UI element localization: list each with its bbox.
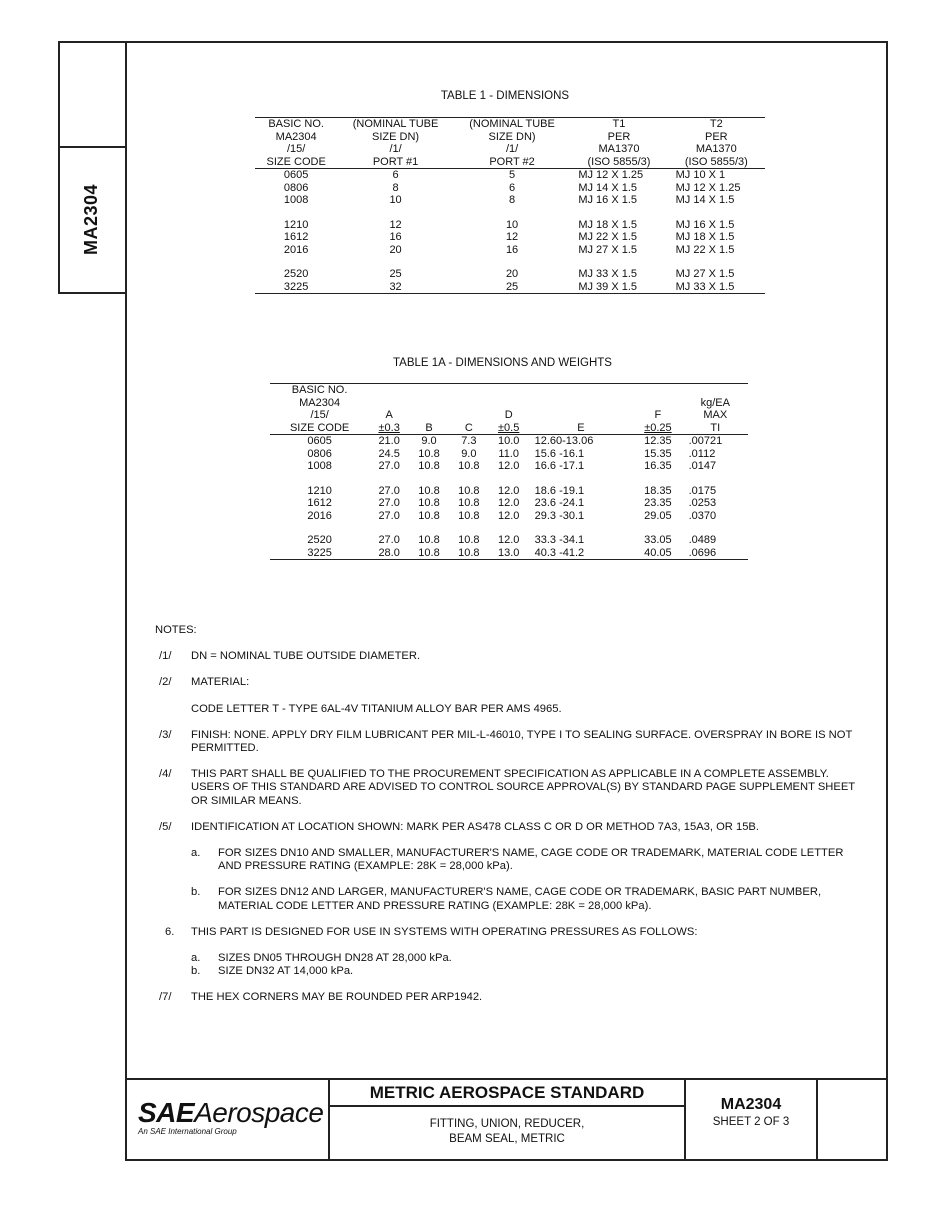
table-row: 1008 27.0 10.8 10.8 12.0 16.6 -17.1 16.35 .0147 [307,460,717,472]
note-2-detail: CODE LETTER T - TYPE 6AL-4V TITANIUM ALLOY BAR PER AMS 4965. [191,702,562,715]
note-5a: a. FOR SIZES DN10 AND SMALLER, MANUFACTURER'S NAME, CAGE CODE OR TRADEMARK, MATERIAL CODE LETTER AND PRESSURE RATING (EXAMPLE: 28K = 28,000 kPa). [191,847,844,873]
note-6b: b. SIZE DN32 AT 14,000 kPa. [191,965,354,978]
table-row: 1612 27.0 10.8 10.8 12.0 23.6 -24.1 23.35 .0253 [307,497,717,509]
standard-title: METRIC AEROSPACE STANDARD [369,1083,645,1102]
note-6a: a. SIZES DN05 THROUGH DN28 AT 28,000 kPa. [191,952,452,965]
notes-section [155,624,855,1005]
table1-title: TABLE 1 - DIMENSIONS [440,90,570,102]
frame-bottom [125,1159,888,1161]
table-row: 0605 21.0 9.0 7.3 10.0 12.60-13.06 12.35 .00721 [307,435,723,447]
side-doc-label-text: MA2304 [81,183,102,255]
table1a-title: TABLE 1A - DIMENSIONS AND WEIGHTS [393,357,612,369]
table-row: 2520 25 20 MJ 33 X 1.5 MJ 27 X 1.5 [283,268,735,280]
note-4: /4/ THIS PART SHALL BE QUALIFIED TO THE PROCUREMENT SPECIFICATION AS APPLICABLE IN A COMPLETE ASSEMBLY. USERS OF THIS STANDARD ARE ADVISED TO CONTROL SOURCE APPROVAL(S) BY STANDARD PAGE SUPPLEMENT SHEET OR SIMILAR MEANS. [159,768,855,807]
table1a: BASIC NO. MA2304 kg/EA /15/ A D F MAX SIZE CODE ±0.3 B C ±0.5 E ±0.25 TI 0605 21.0 9.0 7.3 10.0 12.60-13.06 12.35 .00721 0806 24.5 10.8 9.0 11.0 15.6 -16.1 15.35 .0112 1008 27.0 10.8 10.8 12.0 16.6 -17.1 16.35 .0147 1210 27.0 10.8 10.8 12.0 18.6 -19.1 18.35 .0175 1612 27.0 10.8 10.8 12.0 23.6 -24.1 23.35 .0253 2016 27.0 10.8 10.8 12.0 29.3 -30.1 29.05 .0370 2520 27.0 10.8 10.8 12.0 33.3 -34.1 33.05 .0489 3225 28.0 10.8 10.8 13.0 40.3 -41.2 40.05 .0696 [270,383,748,560]
titleblock-div3 [816,1078,818,1160]
table-row: 0605 6 5 MJ 12 X 1.25 MJ 10 X 1 [283,169,726,181]
sheet-number: SHEET 2 OF 3 [712,1116,790,1128]
table-row: 2016 27.0 10.8 10.8 12.0 29.3 -30.1 29.05 .0370 [307,509,717,522]
note-5: /5/ IDENTIFICATION AT LOCATION SHOWN: MARK PER AS478 CLASS C OR D OR METHOD 7A3, 15A3, OR 15B. [159,820,759,833]
table-row: 3225 28.0 10.8 10.8 13.0 40.3 -41.2 40.05 .0696 [307,546,717,559]
side-strip-bottom [58,292,126,294]
side-doc-label [58,146,125,292]
note-7: /7/ THE HEX CORNERS MAY BE ROUNDED PER ARP1942. [159,991,483,1004]
table-row: 1612 16 12 MJ 22 X 1.5 MJ 18 X 1.5 [283,231,735,243]
table-row: 1008 10 8 MJ 16 X 1.5 MJ 14 X 1.5 [283,194,735,206]
table-row: 0806 8 6 MJ 14 X 1.5 MJ 12 X 1.25 [283,181,741,194]
note-6: 6. THIS PART IS DESIGNED FOR USE IN SYSTEMS WITH OPERATING PRESSURES AS FOLLOWS: [165,925,698,938]
notes-heading: NOTES: [155,624,197,636]
table-row: 1210 27.0 10.8 10.8 12.0 18.6 -19.1 18.35 .0175 [307,484,717,497]
table-row: 0806 24.5 10.8 9.0 11.0 15.6 -16.1 15.35 .0112 [307,447,716,460]
note-5b: b. FOR SIZES DN12 AND LARGER, MANUFACTURER'S NAME, CAGE CODE OR TRADEMARK, BASIC PART NUMBER, MATERIAL CODE LETTER AND PRESSURE RATING (EXAMPLE: 28K = 28,000 kPa). [191,886,822,912]
document-number-block [686,1096,816,1128]
table1: BASIC NO. (NOMINAL TUBE (NOMINAL TUBE T1 T2 MA2304 SIZE DN) SIZE DN) PER PER /15/ /1/ /1/ MA1370 MA1370 SIZE CODE PORT #1 PORT #2 (ISO 5855/3) (ISO 5855/3) 0605 6 5 MJ 12 X 1.25 MJ 10 X 1 0806 8 6 MJ 14 X 1.5 MJ 12 X 1.25 1008 10 8 MJ 16 X 1.5 MJ 14 X 1.5 1210 12 10 MJ 18 X 1.5 MJ 16 X 1.5 1612 16 12 MJ 22 X 1.5 MJ 18 X 1.5 2016 20 16 MJ 27 X 1.5 MJ 22 X 1.5 2520 25 20 MJ 33 X 1.5 MJ 27 X 1.5 3225 32 25 MJ 39 X 1.5 MJ 33 X 1.5 [255,117,765,294]
table-row: 3225 32 25 MJ 39 X 1.5 MJ 33 X 1.5 [283,280,735,293]
table-row: 2016 20 16 MJ 27 X 1.5 MJ 22 X 1.5 [283,243,735,256]
note-3: /3/ FINISH: NONE. APPLY DRY FILM LUBRICANT PER MIL-L-46010, TYPE I TO SEALING SURFACE. OVERSPRAY IN BORE IS NOT PERMITTED. [159,728,853,755]
part-description: FITTING, UNION, REDUCER, BEAM SEAL, METRIC [429,1118,585,1145]
note-1: /1/ DN = NOMINAL TUBE OUTSIDE DIAMETER. [159,650,421,663]
frame-top [58,41,888,43]
table-row: 1210 12 10 MJ 18 X 1.5 MJ 16 X 1.5 [283,218,735,231]
table-row: 2520 27.0 10.8 10.8 12.0 33.3 -34.1 33.05 .0489 [307,534,717,546]
note-2: /2/ MATERIAL: [159,676,250,689]
frame-left [125,41,127,1160]
sae-aerospace-logo: SAEAerospace An SAE International Group [138,1097,324,1136]
frame-right [886,41,888,1160]
document-number: MA2304 [720,1096,782,1113]
